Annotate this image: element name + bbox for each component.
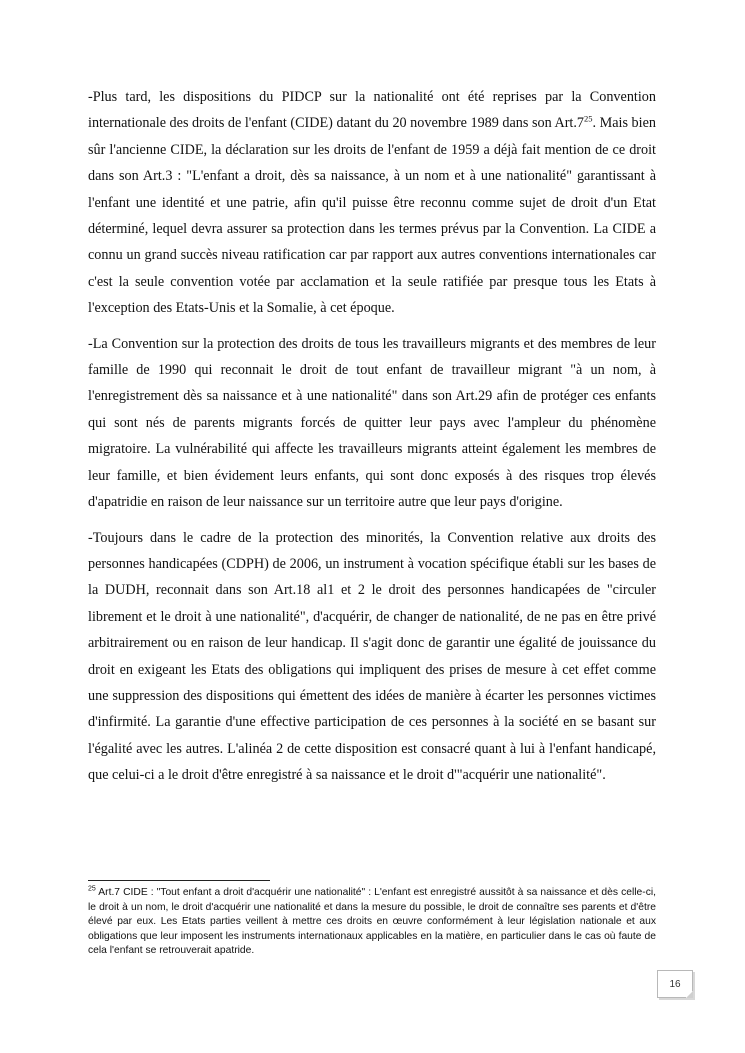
- footnote-separator: [88, 880, 270, 881]
- paragraph-cide-text-before: -Plus tard, les dispositions du PIDCP sur la nationalité ont été reprises par la Convention internationale des droits de l'enfant (CIDE) datant du 20 novembre 1989 dans son Art.7: [88, 89, 656, 132]
- paragraph-cdph-text: -Toujours dans le cadre de la protection des minorités, la Convention relative aux droits des personnes handicapées (CDPH) de 2006, un instrument à vocation spécifique établi sur les bases de la DUDH, reconnait dans son Art.18 al1 et 2 le droit des personnes handicapées de "circuler librement et le droit à une nationalité", d'acquérir, de changer de nationalité, de ne pas en être privé arbitrairement ou en raison de leur handicap. Il s'agit donc de garantir une égalité de jouissance du droit en exigeant les Etats des obligations qui impliquent des prises de mesure à cet effet comme une suppression des dispositions qui émettent des idées de manière à écarter les personnes victimes d'infirmité. La garantie d'une effective participation de ces personnes à la société en se basant sur l'égalité avec les autres. L'alinéa 2 de cette disposition est consacré quant à lui à l'enfant handicapé, que celui-ci a le droit d'être enregistré à sa naissance et le droit d'"acquérir une nationalité".: [88, 529, 656, 784]
- paragraph-migrant-workers-text: -La Convention sur la protection des droits de tous les travailleurs migrants et des membres de leur famille de 1990 qui reconnait le droit de tout enfant de travailleur migrant "à un nom, à l'enregistrement dès sa naissance et à une nationalité" dans son Art.29 afin de protéger ces enfants qui sont nés de parents migrants forcés de quitter leur pays avec l'ampleur du phénomène migratoire. La vulnérabilité qui affecte les travailleurs migrants atteint également les membres de leur famille, et bien évidement leurs enfants, qui sont donc exposés à des risques trop élevés d'apatridie en raison de leur naissance sur un territoire autre que leur pays d'origine.: [88, 335, 656, 511]
- paragraph-cide-text-after: . Mais bien sûr l'ancienne CIDE, la déclaration sur les droits de l'enfant de 1959 a déjà fait mention de ce droit dans son Art.3 : "L'enfant a droit, dès sa naissance, à un nom et à une nationalité" garantissant à l'enfant une identité et une patrie, afin qu'il puisse être reconnu comme sujet de droit d'un Etat déterminé, lequel devra assurer sa protection dans les termes prévus par la Convention. La CIDE a connu un grand succès niveau ratification car par rapport aux autres conventions internationales car c'est la seule convention votée par acclamation et la seule ratifiée par presque tous les Etats à l'exception des Etats-Unis et la Somalie, à cet époque.: [88, 115, 656, 317]
- footnote: [88, 886, 656, 959]
- page-body: [88, 84, 656, 798]
- footnote-number: 25: [88, 885, 96, 893]
- paragraph-cdph: [88, 525, 656, 789]
- footnote-reference[interactable]: 25: [584, 113, 593, 124]
- page-number: 16: [669, 978, 681, 990]
- paragraph-migrant-workers: [88, 331, 656, 516]
- footnote-text: Art.7 CIDE : "Tout enfant a droit d'acquérir une nationalité" : L'enfant est enregistré aussitôt à sa naissance et dès celle-ci, le droit à un nom, le droit d'acquérir une nationalité et dans la mesure du possible, le droit de connaître ses parents et d'être élevé par eux. Les Etats parties veillent à mettre ces droits en œuvre conformément à leur législation nationale et aux obligations que leur imposent les instruments internationaux applicables en la matière, en particulier dans le cas où faute de cela l'enfant se retrouverait apatride.: [88, 887, 656, 957]
- paragraph-cide: [88, 84, 656, 322]
- page-number-box: [657, 970, 693, 998]
